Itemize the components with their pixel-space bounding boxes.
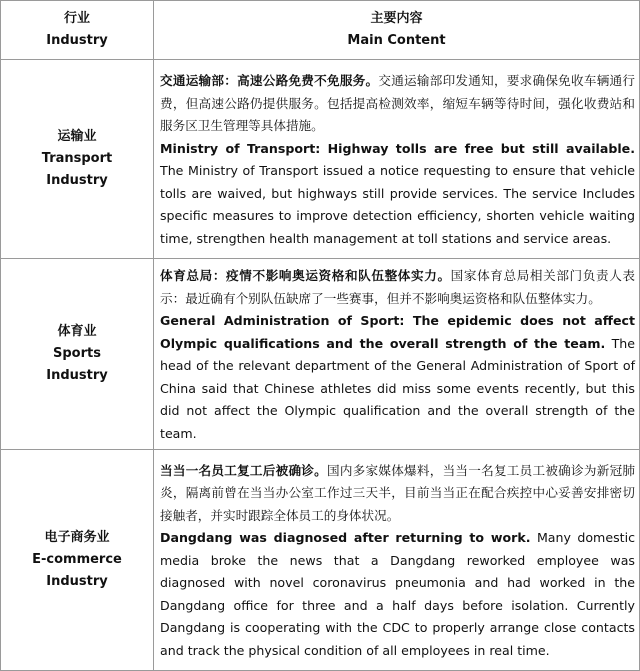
header-industry-en: Industry bbox=[46, 33, 108, 48]
header-row bbox=[1, 1, 640, 60]
industry-en: Transport bbox=[41, 151, 113, 166]
zh-paragraph bbox=[160, 460, 635, 528]
header-content-zh: 主要内容 bbox=[370, 11, 423, 26]
zh-headline: 体育总局：疫情不影响奥运资格和队伍整体实力。 bbox=[160, 268, 451, 283]
zh-paragraph bbox=[160, 70, 635, 138]
zh-body: 国内多家媒体爆料，当当一名复工员工被确诊为新冠肺炎，隔离前曾在当当办公室工作过三天半，目前当当正在配合疾控中心妥善安排密切接触者，并实时跟踪全体员工的身体状况。 bbox=[160, 462, 636, 523]
industry-cell bbox=[1, 450, 154, 671]
table-row bbox=[1, 259, 640, 450]
industry-en: Sports bbox=[53, 346, 101, 361]
table-row bbox=[1, 60, 640, 259]
en-body: Many domestic media broke the news that a Dangdang reworked employee was diagnosed with novel coronavirus pneumonia and had worked in the Dangdang office for three and a half days before isolation. Currently Dangdang is cooperating with the CDC to properly arrange close contacts and track the physical condition of all employees in real time. bbox=[160, 530, 635, 658]
en-paragraph bbox=[160, 138, 635, 251]
zh-body: 国家体育总局相关部门负责人表示：最近确有个别队伍缺席了一些赛事，但并不影响奥运资格和队伍整体实力。 bbox=[160, 268, 636, 306]
header-content-en: Main Content bbox=[347, 33, 446, 48]
en-headline: Dangdang was diagnosed after returning to work. bbox=[160, 530, 531, 546]
content-cell bbox=[154, 60, 640, 259]
industry-en-suffix: Industry bbox=[46, 173, 108, 188]
header-industry-zh: 行业 bbox=[63, 11, 90, 26]
zh-headline: 交通运输部：高速公路免费不免服务。 bbox=[160, 73, 379, 88]
industry-cell bbox=[1, 60, 154, 259]
zh-headline: 当当一名员工复工后被确诊。 bbox=[160, 462, 327, 478]
en-headline: General Administration of Sport: The epidemic does not affect Olympic qualifications and the overall strength of the team. bbox=[160, 313, 635, 351]
zh-body: 交通运输部印发通知，要求确保免收车辆通行费，但高速公路仍提供服务。包括提高检测效率，缩短车辆等待时间，强化收费站和服务区卫生管理等具体措施。 bbox=[160, 73, 636, 133]
en-paragraph bbox=[160, 527, 635, 662]
industry-cell bbox=[1, 259, 154, 450]
header-content bbox=[154, 1, 640, 60]
en-body: The Ministry of Transport issued a notice requesting to ensure that vehicle tolls are waived, but highways still provide services. The service Includes specific measures to improve detection efficiency, shorten vehicle waiting time, strengthen health management at toll stations and service areas. bbox=[160, 163, 635, 246]
industry-zh: 体育业 bbox=[57, 324, 97, 339]
industry-en: E-commerce bbox=[32, 552, 122, 567]
en-body: The head of the relevant department of the General Administration of Sport of China said that Chinese athletes did miss some events recently, but this did not affect the Olympic qualification and the overall strength of the team. bbox=[160, 335, 635, 441]
table-row bbox=[1, 450, 640, 671]
industry-en-suffix: Industry bbox=[46, 574, 108, 589]
en-headline: Ministry of Transport: Highway tolls are free but still available. bbox=[160, 140, 635, 156]
industry-en-suffix: Industry bbox=[46, 368, 108, 383]
header-industry bbox=[1, 1, 154, 60]
industry-zh: 电子商务业 bbox=[44, 530, 110, 545]
en-paragraph bbox=[160, 310, 635, 445]
zh-paragraph bbox=[160, 265, 635, 310]
industry-zh: 运输业 bbox=[57, 129, 97, 144]
content-cell bbox=[154, 450, 640, 671]
content-cell bbox=[154, 259, 640, 450]
